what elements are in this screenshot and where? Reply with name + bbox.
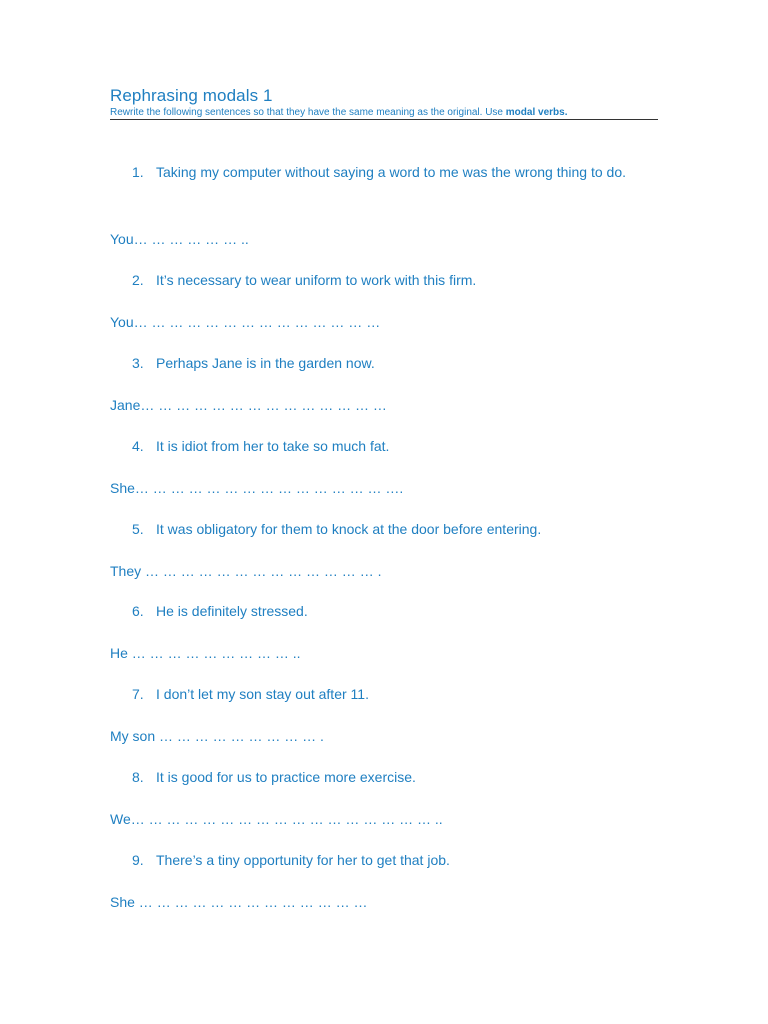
question-text: It’s necessary to wear uniform to work with this firm. [156, 272, 477, 288]
answer-line-2: You… … … … … … … … … … … … … … [110, 314, 381, 330]
question-text: It is good for us to practice more exercise. [156, 769, 416, 785]
answer-line-1: You… … … … … … .. [110, 231, 249, 247]
question-1 [110, 160, 670, 185]
instructions-bold: modal verbs. [505, 107, 568, 118]
answer-line-3: Jane… … … … … … … … … … … … … … [110, 397, 387, 413]
question-number: 8. [132, 769, 144, 785]
question-text: He is definitely stressed. [156, 603, 308, 619]
question-number: 1. [132, 164, 144, 180]
answer-line-7: My son … … … … … … … … … . [110, 728, 324, 744]
question-text: It is idiot from her to take so much fat. [156, 438, 390, 454]
instructions-text: Rewrite the following sentences so that they have the same meaning as the original. Use [110, 107, 506, 118]
answer-line-5: They … … … … … … … … … … … … … . [110, 563, 382, 579]
answer-line-4: She… … … … … … … … … … … … … … …. [110, 480, 404, 496]
question-text: Taking my computer without saying a word to me was the wrong thing to do. [156, 164, 627, 180]
question-number: 5. [132, 521, 144, 537]
question-number: 2. [132, 272, 144, 288]
instructions [110, 107, 658, 120]
question-7 [110, 682, 670, 707]
question-8 [110, 765, 670, 790]
question-9 [110, 848, 670, 873]
question-number: 3. [132, 355, 144, 371]
question-number: 9. [132, 852, 144, 868]
answer-line-9: She … … … … … … … … … … … … … [110, 894, 368, 910]
question-text: It was obligatory for them to knock at the door before entering. [156, 521, 542, 537]
question-text: Perhaps Jane is in the garden now. [156, 355, 375, 371]
question-4 [110, 434, 670, 459]
question-5 [110, 517, 670, 542]
answer-line-6: He … … … … … … … … … .. [110, 645, 301, 661]
question-6 [110, 599, 670, 624]
question-number: 4. [132, 438, 144, 454]
answer-line-8: We… … … … … … … … … … … … … … … … … .. [110, 811, 443, 827]
question-number: 7. [132, 686, 144, 702]
question-text: There’s a tiny opportunity for her to get that job. [156, 852, 450, 868]
question-3 [110, 351, 670, 376]
question-2 [110, 268, 670, 293]
question-number: 6. [132, 603, 144, 619]
page-title: Rephrasing modals 1 [110, 86, 273, 105]
question-text: I don’t let my son stay out after 11. [156, 686, 369, 702]
